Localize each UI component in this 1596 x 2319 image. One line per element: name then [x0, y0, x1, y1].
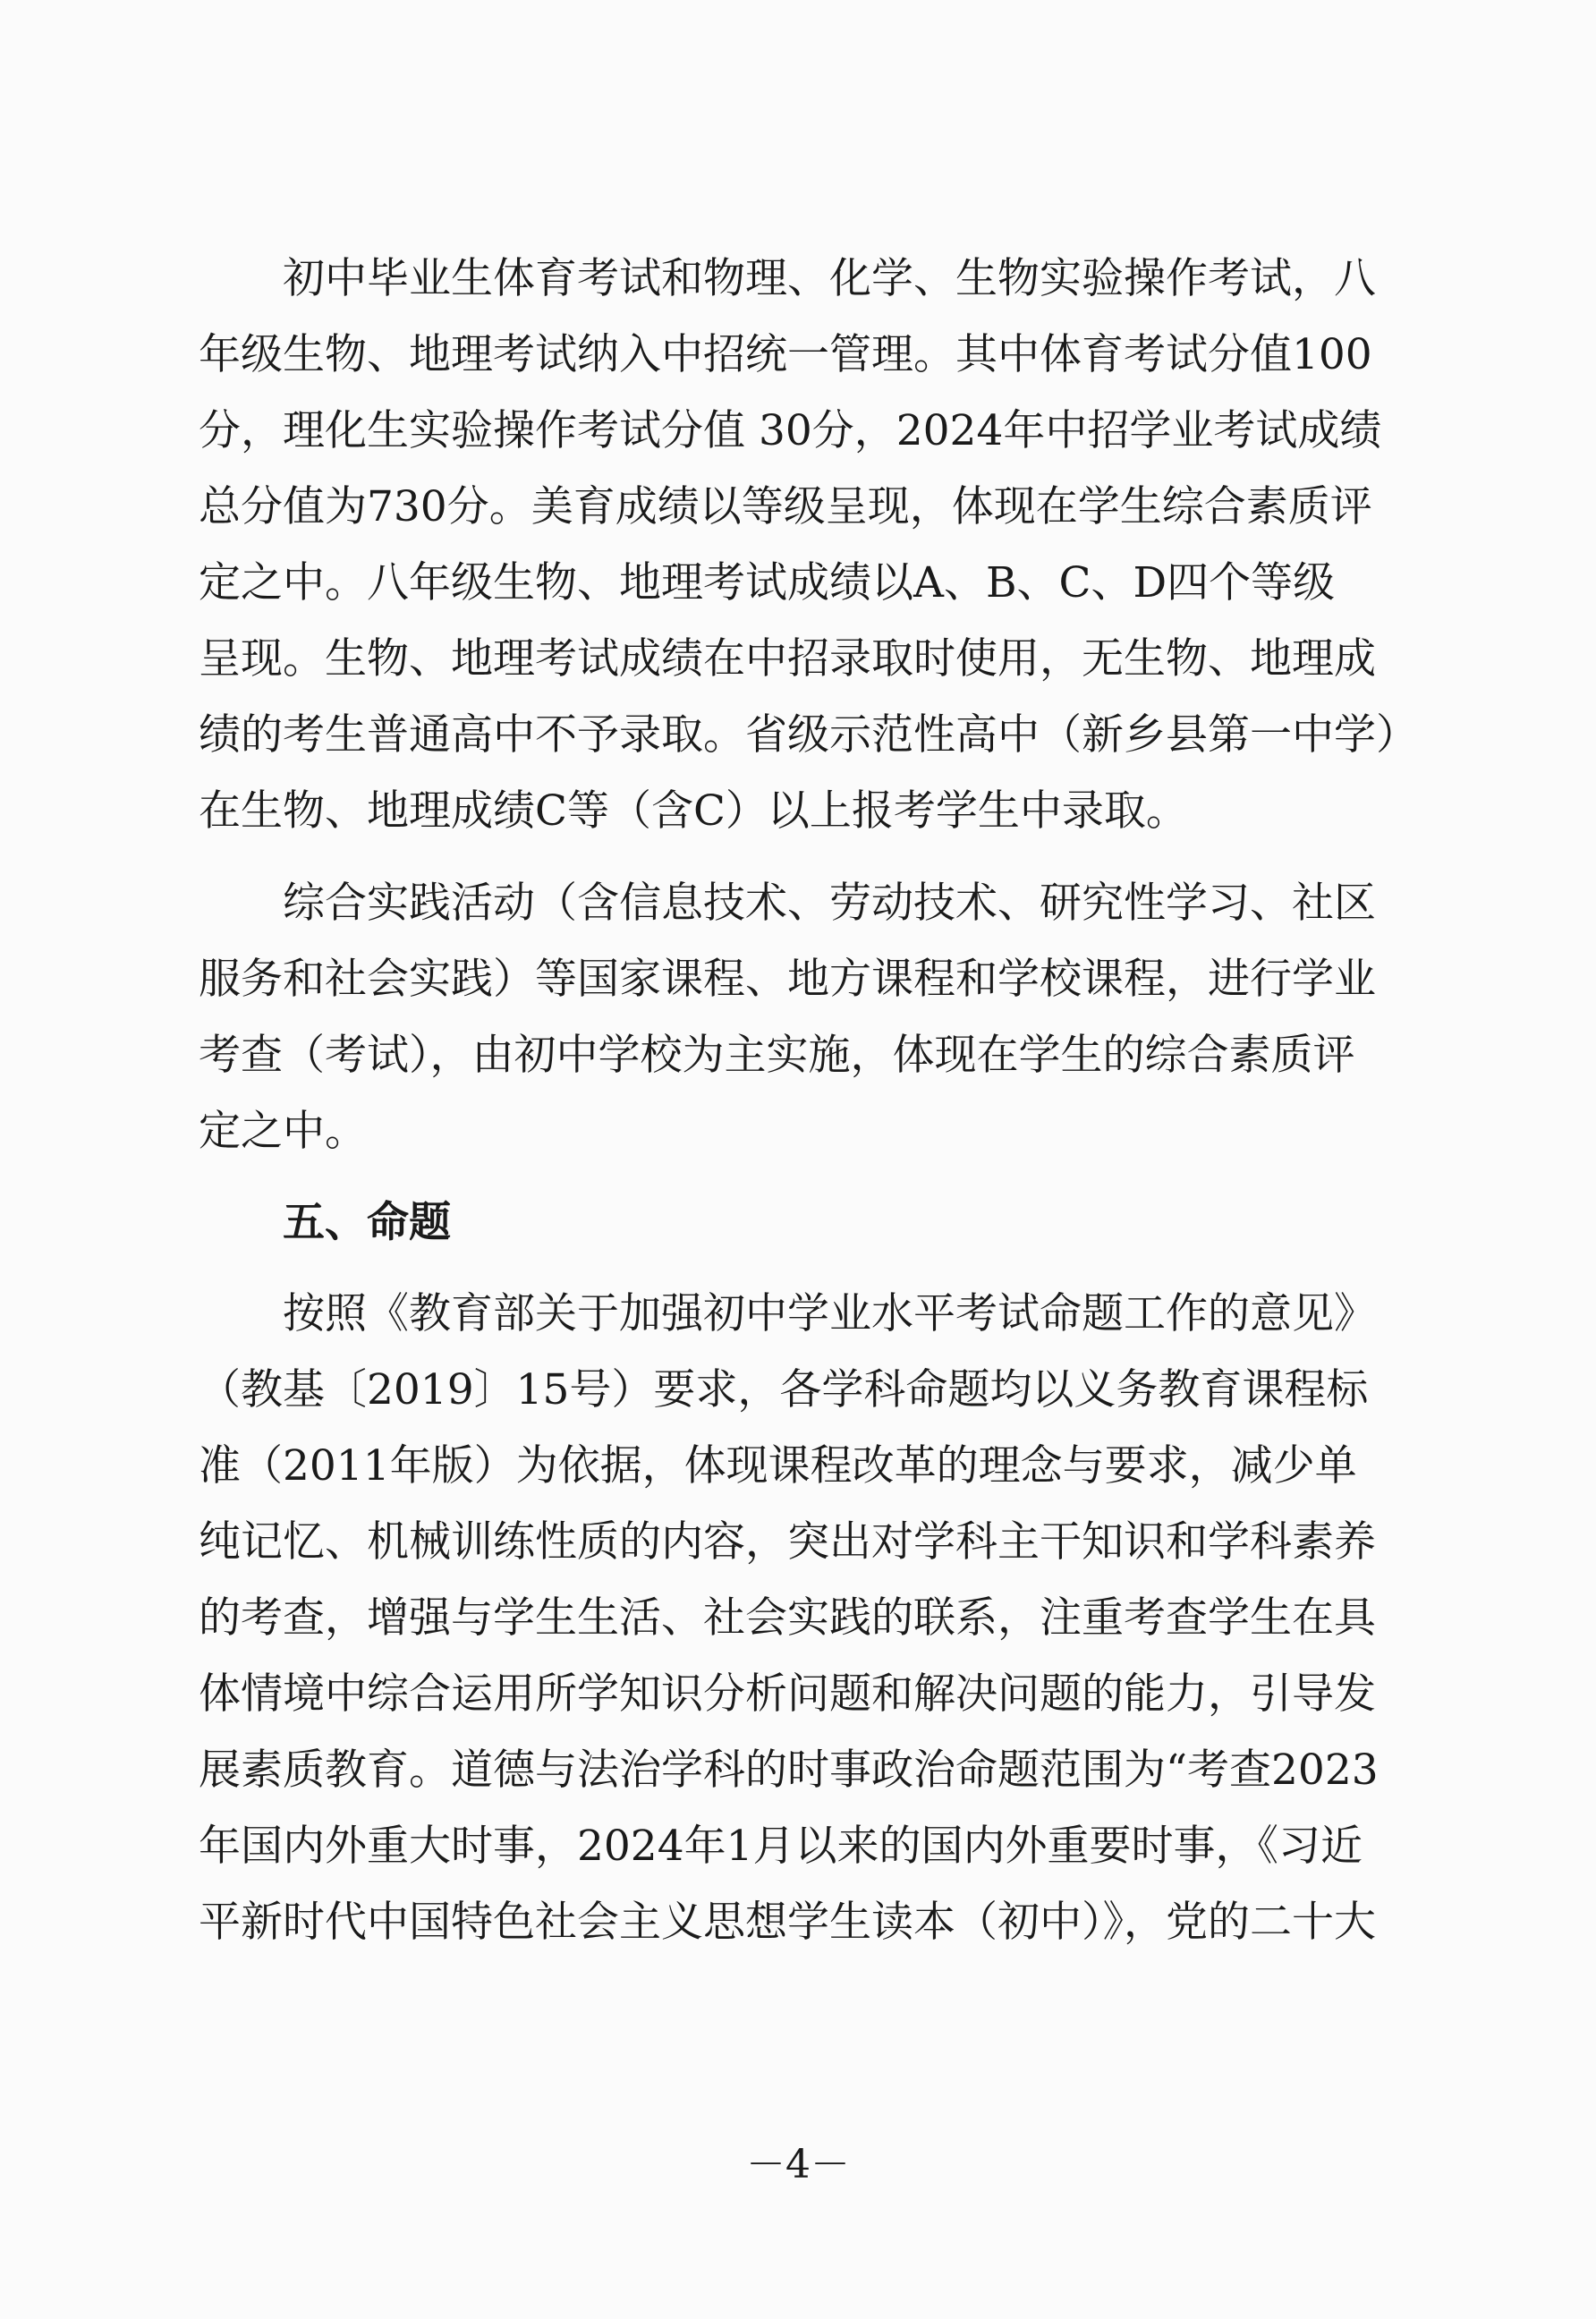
paragraph-2-line-4: 定之中。 [199, 1107, 367, 1156]
paragraph-3-line-9: 平新时代中国特色社会主义思想学生读本（初中）》，党的二十大 [199, 1898, 1376, 1947]
paragraph-3-line-1: 按照《教育部关于加强初中学业水平考试命题工作的意见》 [199, 1289, 1376, 1338]
paragraph-2-line-1: 综合实践活动（含信息技术、劳动技术、研究性学习、社区 [199, 879, 1376, 928]
paragraph-1-line-3: 分，理化生实验操作考试分值 30分，2024年中招学业考试成绩 [199, 406, 1382, 455]
paragraph-3-line-3: 准（2011年版）为依据，体现课程改革的理念与要求，减少单 [199, 1441, 1357, 1491]
paragraph-3-line-8: 年国内外重大时事，2024年1月以来的国内外重要时事，《习近 [199, 1822, 1363, 1871]
paragraph-3-line-7: 展素质教育。道德与法治学科的时事政治命题范围为“考查2023 [199, 1746, 1379, 1795]
paragraph-1-line-7: 绩的考生普通高中不予录取。省级示范性高中（新乡县第一中学） [199, 710, 1418, 760]
paragraph-1-line-4: 总分值为730分。美育成绩以等级呈现，体现在学生综合素质评 [199, 482, 1372, 531]
paragraph-1-line-5: 定之中。八年级生物、地理考试成绩以A、B、C、D四个等级 [199, 558, 1336, 607]
paragraph-3-line-2: （教基〔2019〕15号）要求，各学科命题均以义务教育课程标 [199, 1365, 1369, 1414]
paragraph-1-line-1: 初中毕业生体育考试和物理、化学、生物实验操作考试，八 [199, 254, 1376, 303]
page-number: －4－ [746, 2142, 850, 2187]
paragraph-3-line-6: 体情境中综合运用所学知识分析问题和解决问题的能力，引导发 [199, 1669, 1376, 1719]
paragraph-1-line-2: 年级生物、地理考试纳入中招统一管理。其中体育考试分值100 [199, 330, 1372, 379]
paragraph-3-line-4: 纯记忆、机械训练性质的内容，突出对学科主干知识和学科素养 [199, 1517, 1376, 1567]
paragraph-2-line-3: 考查（考试），由初中学校为主实施，体现在学生的综合素质评 [199, 1031, 1355, 1080]
paragraph-3-line-5: 的考查，增强与学生生活、社会实践的联系，注重考查学生在具 [199, 1593, 1376, 1643]
paragraph-1-line-8: 在生物、地理成绩C等（含C）以上报考学生中录取。 [199, 786, 1188, 836]
paragraph-1-line-6: 呈现。生物、地理考试成绩在中招录取时使用，无生物、地理成 [199, 634, 1376, 684]
section-heading: 五、命题 [199, 1198, 451, 1247]
paragraph-2-line-2: 服务和社会实践）等国家课程、地方课程和学校课程，进行学业 [199, 955, 1376, 1004]
